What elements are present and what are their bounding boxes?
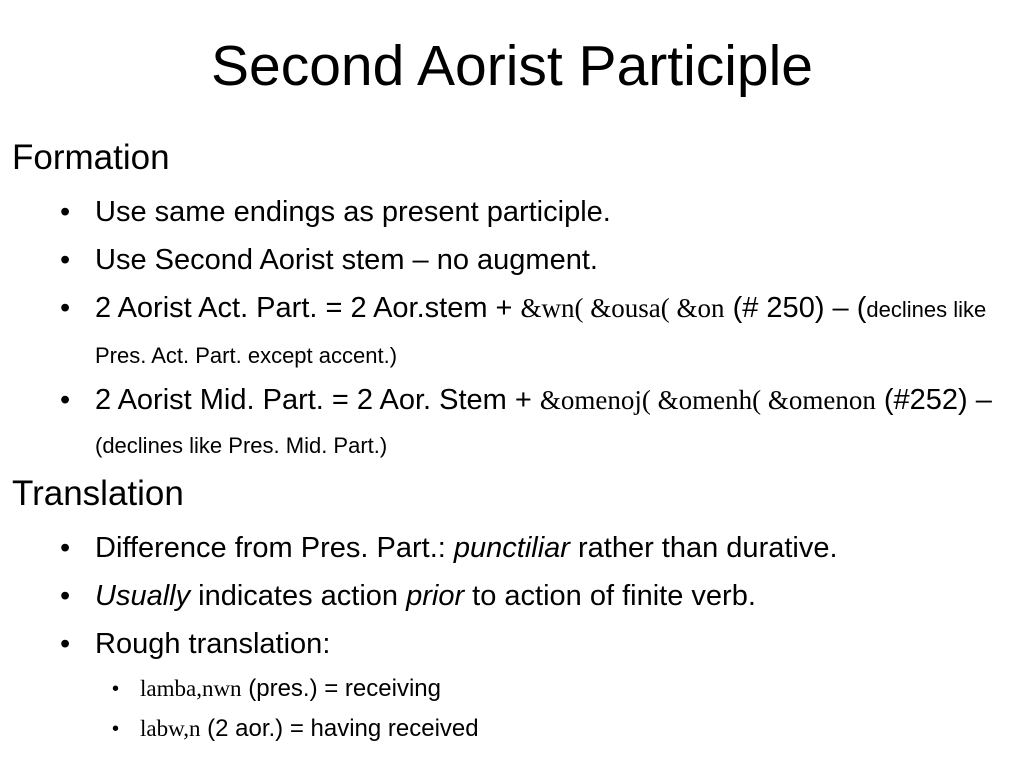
bullet-dot-icon: • <box>60 292 71 324</box>
bullet-text <box>95 378 1010 468</box>
bullet-text: Use same endings as present participle. <box>95 196 611 228</box>
translation-sub-bullet-1 <box>112 671 992 707</box>
bullet-text-pre: 2 Aorist Act. Part. = 2 Aor.stem + <box>95 292 521 324</box>
bullet-dot-icon: • <box>60 244 71 276</box>
bullet-dot-icon: • <box>60 384 71 416</box>
bullet-text <box>95 286 1010 378</box>
bullet-dot-icon: • <box>60 628 71 660</box>
bullet-text <box>95 574 1010 618</box>
translation-bullet-2 <box>60 574 1010 618</box>
bullet-text-post: (# 250) – ( <box>724 292 867 324</box>
translation-bullet-3 <box>60 622 1010 666</box>
slide-title: Second Aorist Participle <box>211 34 813 98</box>
translation-bullet-1 <box>60 526 1010 570</box>
bullet-dot-icon: • <box>60 580 71 612</box>
formation-bullet-2 <box>60 238 1010 282</box>
sub-bullet-dot-icon: • <box>112 678 120 700</box>
bullet-note: (declines like Pres. Mid. Part.) <box>95 433 388 458</box>
greek-endings: &wn( &ousa( &on <box>520 293 725 323</box>
sub-bullet-gloss: (2 aor.) = having received <box>200 715 479 742</box>
bullet-emphasis: prior <box>406 580 465 612</box>
bullet-dot-icon: • <box>60 532 71 564</box>
translation-sub-bullet-2 <box>112 711 992 747</box>
greek-word: labw,n <box>140 716 201 741</box>
bullet-text-post: to action of finite verb. <box>464 580 756 612</box>
bullet-text <box>95 526 1010 570</box>
sub-bullet-text <box>140 671 992 707</box>
formation-heading: Formation <box>12 138 170 177</box>
sub-bullet-dot-icon: • <box>112 718 120 740</box>
formation-bullet-3 <box>60 286 1010 378</box>
bullet-text-mid: indicates action <box>190 580 407 612</box>
bullet-emphasis: Usually <box>95 580 191 612</box>
greek-word: lamba,nwn <box>140 676 242 701</box>
greek-endings: &omenoj( &omenh( &omenon <box>539 385 876 415</box>
bullet-dot-icon: • <box>60 196 71 228</box>
bullet-emphasis: punctiliar <box>453 532 570 564</box>
sub-bullet-text <box>140 711 992 747</box>
bullet-text-post: (#252) – <box>875 384 992 416</box>
sub-bullet-gloss: (pres.) = receiving <box>241 675 441 702</box>
bullet-text-pre: 2 Aorist Mid. Part. = 2 Aor. Stem + <box>95 384 540 416</box>
formation-bullet-4 <box>60 378 1010 468</box>
bullet-text: Use Second Aorist stem – no augment. <box>95 244 598 276</box>
formation-bullet-1 <box>60 190 1010 234</box>
bullet-note: declines like Pres. Act. Part. except accent.) <box>95 297 987 368</box>
translation-heading: Translation <box>12 474 184 513</box>
bullet-text: Rough translation: <box>95 628 331 660</box>
bullet-text-pre: Difference from Pres. Part.: <box>95 532 454 564</box>
bullet-text-post: rather than durative. <box>569 532 838 564</box>
